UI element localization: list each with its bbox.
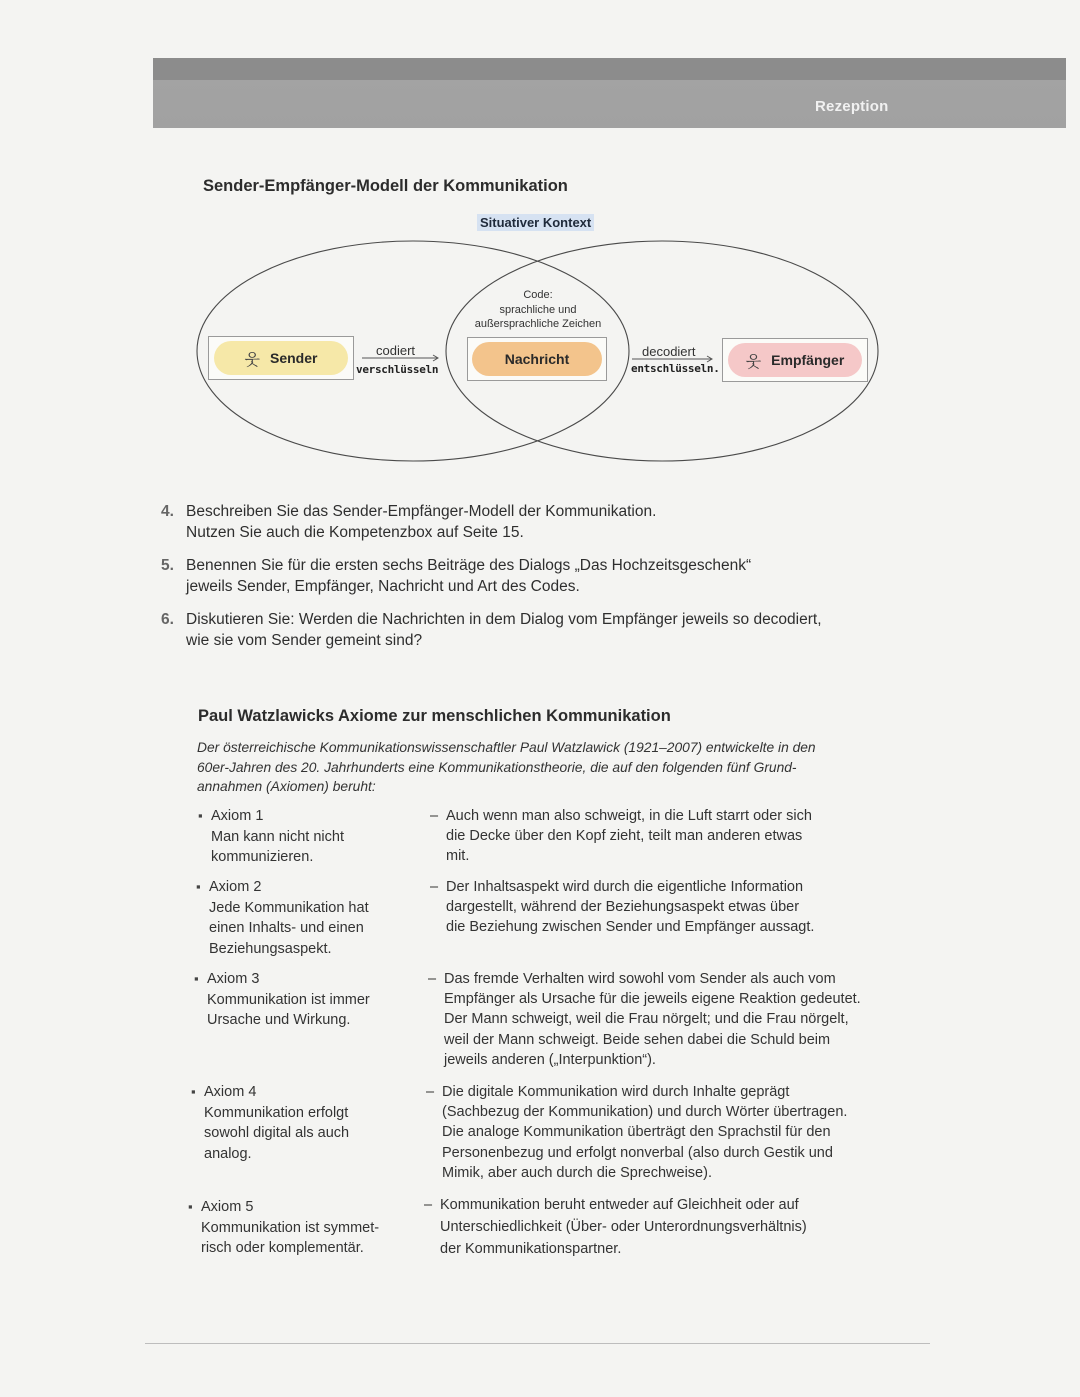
explanation-line: dargestellt, während der Beziehungsaspekt etwas über xyxy=(446,899,800,916)
axiom-statement: analog. xyxy=(204,1145,252,1162)
task-number: 6. xyxy=(161,611,174,628)
axiom-statement: Man kann nicht nicht xyxy=(211,828,344,845)
code-description xyxy=(462,288,614,332)
footer-rule xyxy=(145,1343,930,1344)
task-line: Beschreiben Sie das Sender-Empfänger-Modell der Kommunikation. xyxy=(186,503,657,520)
axiom-item: ▪ Axiom 5 Kommunikation ist symmet- risch oder komplementär. xyxy=(188,1197,379,1259)
explanation-line: die Decke über den Kopf zieht, teilt man anderen etwas xyxy=(446,828,803,845)
explanation-line: Empfänger als Ursache für die jeweils eigene Reaktion gedeutet. xyxy=(444,991,861,1008)
axiom-statement: kommunizieren. xyxy=(211,849,314,865)
explanation-line: Die digitale Kommunikation wird durch Inhalte geprägt xyxy=(442,1084,790,1100)
task-number: 5. xyxy=(161,557,174,574)
sender-box xyxy=(214,341,348,375)
explanation-line: Auch wenn man also schweigt, in die Luft starrt oder sich xyxy=(446,808,812,824)
axiom-statement: einen Inhalts- und einen xyxy=(209,920,364,936)
axiom-item: ▪ Axiom 1 Man kann nicht nicht kommunizieren. xyxy=(198,806,344,868)
axiom-statement: Kommunikation erfolgt xyxy=(204,1104,349,1121)
explanation-line: Kommunikation beruht entweder auf Gleichheit oder auf xyxy=(440,1197,799,1213)
axiom-label: Axiom 5 xyxy=(201,1199,254,1215)
person-icon: 웃 xyxy=(244,351,260,369)
explanation-line: jeweils anderen („Interpunktion“). xyxy=(444,1051,656,1068)
decode-note: entschlüsseln. xyxy=(631,362,720,375)
code-line: sprachliche und xyxy=(499,303,577,316)
task-line: Nutzen Sie auch die Kompetenzbox auf Seite 15. xyxy=(186,524,524,541)
code-line: außersprachliche Zeichen xyxy=(474,318,602,330)
explanation-line: Die analoge Kommunikation überträgt den Sprachstil für den xyxy=(442,1124,831,1141)
axioms-intro xyxy=(197,738,847,797)
explanation-line: Unterschiedlichkeit (Über- oder Unterordnungsverhältnis) xyxy=(440,1219,807,1235)
chapter-label: Rezeption xyxy=(815,98,889,115)
person-icon: 웃 xyxy=(745,353,762,371)
task-line: jeweils Sender, Empfänger, Nachricht und Art des Codes. xyxy=(186,578,580,595)
message-box xyxy=(472,342,602,376)
explanation-line: Personenbezug und erfolgt nonverbal (also durch Gestik und xyxy=(442,1144,833,1161)
axiom-statement: Jede Kommunikation hat xyxy=(209,899,369,916)
axiom-item: ▪ Axiom 3 Kommunikation ist immer Ursache und Wirkung. xyxy=(194,969,370,1031)
task-line: wie sie vom Sender gemeint sind? xyxy=(186,632,423,649)
task-number: 4. xyxy=(161,503,174,520)
axiom-item: ▪ Axiom 2 Jede Kommunikation hat einen Inhalts- und einen Beziehungsaspekt. xyxy=(196,877,369,959)
encode-label: codiert xyxy=(376,343,416,358)
explanation-line: Mimik, aber auch durch die Sprechweise). xyxy=(442,1164,712,1181)
code-line: Code: xyxy=(523,289,553,301)
receiver-label: Empfänger xyxy=(771,352,845,368)
explanation-line: mit. xyxy=(446,848,470,865)
intro-line: Der österreichische Kommunikationswissenschaftler Paul Watzlawick (1921–2007) entwickelte in den xyxy=(197,740,816,755)
header-band xyxy=(153,58,1066,128)
axiom-statement: Beziehungsaspekt. xyxy=(209,940,332,957)
task-line: Diskutieren Sie: Werden die Nachrichten in dem Dialog vom Empfänger jeweils so decodiert, xyxy=(186,611,822,628)
explanation-line: Der Inhaltsaspekt wird durch die eigentliche Information xyxy=(446,879,804,895)
axioms-title: Paul Watzlawicks Axiome zur menschlichen Kommunikation xyxy=(198,707,671,725)
explanation-line: der Kommunikationspartner. xyxy=(440,1241,622,1257)
axiom-statement: sowohl digital als auch xyxy=(204,1125,350,1141)
axiom-label: Axiom 1 xyxy=(211,808,264,824)
context-label: Situativer Kontext xyxy=(477,214,594,231)
decode-label: decodiert xyxy=(642,344,696,359)
explanation-line: Der Mann schweigt, weil die Frau nörgelt; und die Frau nörgelt, xyxy=(444,1011,849,1028)
explanation-line: die Beziehung zwischen Sender und Empfänger aussagt. xyxy=(446,919,815,936)
axiom-label: Axiom 2 xyxy=(209,879,262,895)
task-line: Benennen Sie für die ersten sechs Beiträge des Dialogs „Das Hochzeitsgeschenk“ xyxy=(186,557,752,574)
axiom-statement: risch oder komplementär. xyxy=(201,1240,364,1256)
axiom-label: Axiom 4 xyxy=(204,1084,257,1100)
explanation-line: Das fremde Verhalten wird sowohl vom Sender als auch vom xyxy=(444,971,836,987)
receiver-box xyxy=(728,343,862,377)
message-label: Nachricht xyxy=(504,351,570,367)
intro-line: 60er-Jahren des 20. Jahrhunderts eine Kommunikationstheorie, die auf den folgenden fünf Grund- xyxy=(197,759,797,775)
encode-note: verschlüsseln xyxy=(356,363,439,376)
explanation-line: weil der Mann schweigt. Beide sehen dabei die Schuld beim xyxy=(444,1031,831,1048)
axiom-statement: Kommunikation ist immer xyxy=(207,991,370,1008)
axiom-statement: Ursache und Wirkung. xyxy=(207,1012,351,1028)
axiom-label: Axiom 3 xyxy=(207,971,260,987)
axiom-statement: Kommunikation ist symmet- xyxy=(201,1219,380,1236)
axiom-item: ▪ Axiom 4 Kommunikation erfolgt sowohl digital als auch analog. xyxy=(191,1082,349,1164)
sender-label: Sender xyxy=(270,350,318,366)
intro-line: annahmen (Axiomen) beruht: xyxy=(197,779,376,794)
page: Rezeption Sender-Empfänger-Modell der Kommunikation Situativer Kontext Code: sprachliche und außersprachliche Zeichen 웃 Sender Nachricht 웃 Empfänger codiert verschlüsseln decodiert entschlüsseln. 4. Beschreiben Sie das Sender-Empfänger-Modell der Kommunikation. Nutzen Sie auch die Kompetenzbox auf Seite 15. 5. Benennen Sie für die ersten sechs Beiträge des Dialogs „Das Hochzeitsgeschenk“ jeweils Sender, Empfänger, Nachricht und Art des Codes. 6. Diskutieren Sie: Werden die Nachrichten in dem Dialog vom Empfänger jeweils so decodiert, wie sie vom Sender gemeint sind? Paul Watzlawicks Axiome zur menschlichen Kommunikation Der österreichische Kommunikationswissenschaftler Paul Watzlawick (1921–2007) entwickelte in den 60er-Jahren des 20. Jahrhunderts eine Kommunikationstheorie, die auf den folgenden fünf Grund- annahmen (Axiomen) beruht: ▪ Axiom 1 Man kann nicht nicht kommunizieren. – Auch wenn man also schweigt, in die Luft starrt oder sich die Decke über den Kopf zieht, teilt man anderen etwas mit. ▪ Axiom 2 Jede Kommunikation hat einen Inhalts- und einen Beziehungsaspekt. – Der Inhaltsaspekt wird durch die eigentliche Information dargestellt, während der Beziehungsaspekt etwas über die Beziehung zwischen Sender und Empfänger aussagt. ▪ Axiom 3 Kommunikation ist immer Ursache und Wirkung. – Das fremde Verhalten wird sowohl vom Sender als auch vom Empfänger als Ursache für die jeweils eigene Reaktion gedeutet. Der Mann schweigt, weil die Frau nörgelt; und die Frau nörgelt, weil der Mann schweigt. Beide sehen dabei die Schuld beim jeweils anderen („Interpunktion“). ▪ Axiom 4 Kommunikation erfolgt sowohl digital als auch analog. – Die digitale Kommunikation wird durch Inhalte geprägt (Sachbezug der Kommunikation) und durch Wörter übertragen. Die analoge Kommunikation überträgt den Sprachstil für den Personenbezug und erfolgt nonverbal (also durch Gestik und Mimik, aber auch durch die Sprechweise). ▪ Axiom 5 Kommunikation ist symmet- risch oder komplementär. – Kommunikation beruht entweder auf Gleichheit oder auf Unterschiedlichkeit (Über- oder Unterordnungsverhältnis) der Kommunikationspartner. xyxy=(0,0,1080,1397)
model-title: Sender-Empfänger-Modell der Kommunikation xyxy=(203,177,568,195)
explanation-line: (Sachbezug der Kommunikation) und durch Wörter übertragen. xyxy=(442,1104,848,1121)
